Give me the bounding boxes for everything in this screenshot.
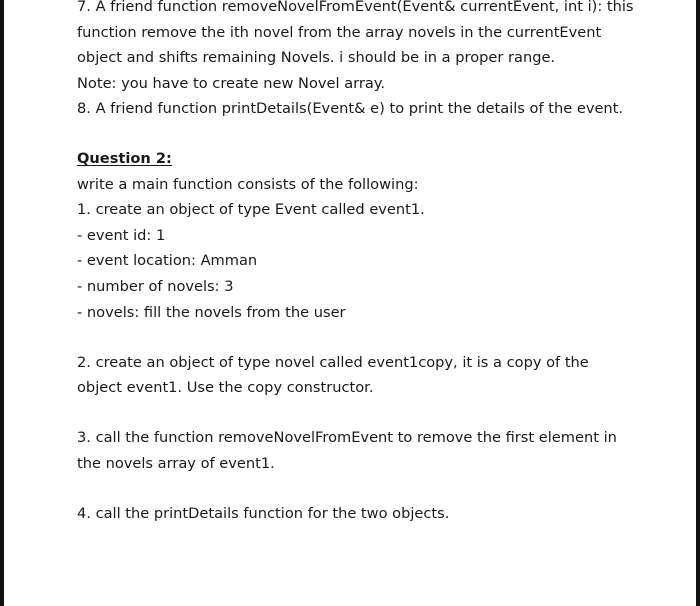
step4-line: 4. call the printDetails function for the two objects.: [77, 504, 450, 522]
step1-event-location: - event location: Amman: [77, 252, 258, 270]
step1-line1: 1. create an object of type Event called event1.: [77, 201, 425, 219]
q1-item7-line1: 7. A friend function removeNovelFromEvent(Event& currentEvent, int i): this: [77, 0, 634, 15]
question2-heading: Question 2:: [77, 149, 172, 167]
q1-item7-line3: object and shifts remaining Novels. i should be in a proper range.: [77, 49, 556, 67]
step3-line1: 3. call the function removeNovelFromEvent to remove the first element in: [77, 429, 617, 447]
step1-novels: - novels: fill the novels from the user: [77, 303, 346, 321]
right-border: [696, 0, 700, 606]
left-border: [0, 0, 4, 606]
step1-number-of-novels: - number of novels: 3: [77, 277, 234, 295]
q1-item7-line2: function remove the ith novel from the array novels in the currentEvent: [77, 23, 602, 41]
step2-line2: object event1. Use the copy constructor.: [77, 379, 374, 397]
document-body: [77, 0, 677, 526]
step1-event-id: - event id: 1: [77, 226, 166, 244]
q1-note: Note: you have to create new Novel array.: [77, 74, 386, 92]
step2-line1: 2. create an object of type novel called event1copy, it is a copy of the: [77, 353, 589, 371]
q1-item8: 8. A friend function printDetails(Event& e) to print the details of the event.: [77, 100, 624, 118]
step3-line2: the novels array of event1.: [77, 454, 275, 472]
question2-intro: write a main function consists of the following:: [77, 175, 419, 193]
